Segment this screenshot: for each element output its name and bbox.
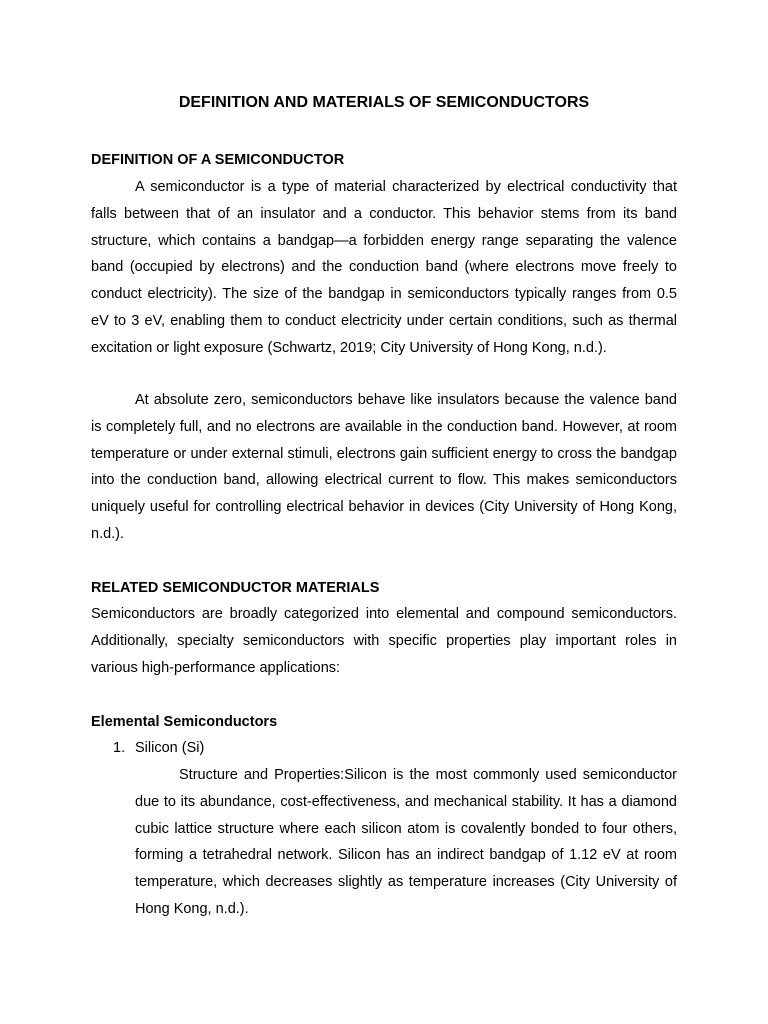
list-label: Silicon (Si) — [135, 740, 205, 756]
materials-paragraph-1: Semiconductors are broadly categorized into elemental and compound semiconductors. Additionally, specialty semiconductors with specific properties play important roles in various high-performance applications: — [91, 606, 677, 676]
section-heading-materials: RELATED SEMICONDUCTOR MATERIALS — [91, 580, 380, 596]
definition-paragraph-2: At absolute zero, semiconductors behave like insulators because the valence band is completely full, and no electrons are available in the conduction band. However, at room temperature or under external stimuli, electrons gain sufficient energy to cross the bandgap into the conduction band, allowing electrical current to flow. This makes semiconductors uniquely useful for controlling electrical behavior in devices (City University of Hong Kong, n.d.). — [91, 392, 677, 542]
document-title: DEFINITION AND MATERIALS OF SEMICONDUCTORS — [178, 94, 590, 111]
section-heading-definition: DEFINITION OF A SEMICONDUCTOR — [91, 152, 345, 168]
definition-paragraph-1: A semiconductor is a type of material characterized by electrical conductivity that falls between that of an insulator and a conductor. This behavior stems from its band structure, which contains a bandgap—a forbidden energy range separating the valence band (occupied by electrons) and the conduction band (where electrons move freely to conduct electricity). The size of the bandgap in semiconductors typically ranges from 0.5 eV to 3 eV, enabling them to conduct electricity under certain conditions, such as thermal excitation or light exposure (Schwartz, 2019; City University of Hong Kong, n.d.). — [91, 179, 677, 356]
subsection-heading-elemental: Elemental Semiconductors — [91, 714, 278, 730]
list-number: 1. — [113, 740, 126, 756]
list-item-silicon — [113, 739, 204, 757]
silicon-paragraph: Structure and Properties:Silicon is the most commonly used semiconductor due to its abundance, cost-effectiveness, and mechanical stability. It has a diamond cubic lattice structure where each silicon atom is covalently bonded to four others, forming a tetrahedral network. Silicon has an indirect bandgap of 1.12 eV at room temperature, which decreases slightly as temperature increases (City University of Hong Kong, n.d.). — [135, 767, 677, 917]
